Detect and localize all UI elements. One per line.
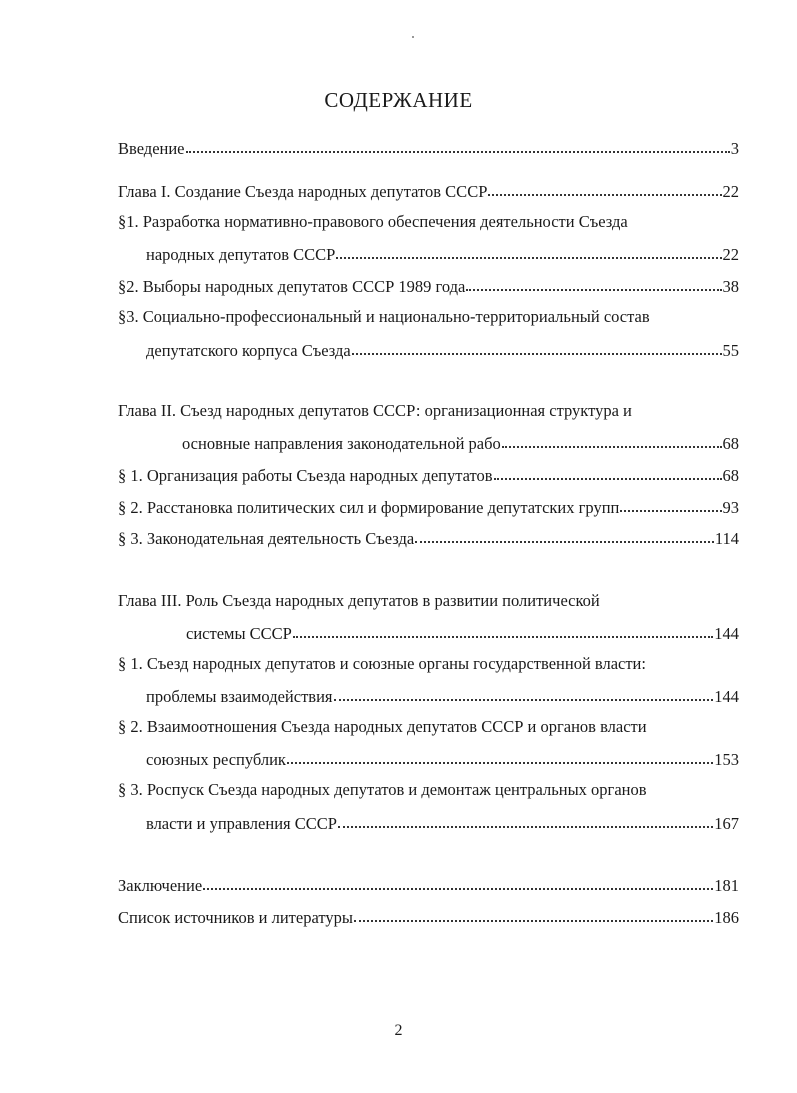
toc-page-number: 144 <box>714 687 739 706</box>
scan-speck <box>412 36 414 38</box>
leader-dots <box>287 745 713 764</box>
leader-dots <box>336 240 721 259</box>
toc-page-number: 68 <box>722 466 739 485</box>
toc-section-2-1 <box>118 462 739 486</box>
toc-entry-text: §2. Выборы народных депутатов СССР 1989 года <box>118 277 466 296</box>
toc-page-number: 114 <box>714 529 739 548</box>
toc-page-number: 181 <box>714 876 739 895</box>
toc-entry-text: проблемы взаимодействия <box>146 687 333 706</box>
toc-chapter-2-line1: Глава II. Съезд народных депутатов СССР: организационная структура и <box>118 401 632 420</box>
toc-chapter-3 <box>186 620 739 644</box>
leader-dots <box>415 524 714 543</box>
toc-entry-text: Глава I. Создание Съезда народных депутатов СССР <box>118 182 488 201</box>
toc-section-1-2 <box>118 273 739 297</box>
toc-page-number: 153 <box>714 750 739 769</box>
toc-section-3-2 <box>146 746 739 770</box>
toc-entry-intro <box>118 135 739 159</box>
leader-dots <box>334 682 714 701</box>
toc-entry-text: народных депутатов СССР <box>146 245 336 264</box>
toc-page-number: 3 <box>730 139 739 158</box>
toc-entry-text: депутатского корпуса Съезда <box>146 341 351 360</box>
leader-dots <box>203 871 713 890</box>
toc-section-1-1 <box>146 241 739 265</box>
toc-section-2-3 <box>118 525 739 549</box>
toc-section-3-1-line1: § 1. Съезд народных депутатов и союзные органы государственной власти: <box>118 654 646 673</box>
toc-entry-text: союзных республик <box>146 750 286 769</box>
toc-page-number: 144 <box>714 624 739 643</box>
toc-chapter-1 <box>118 178 739 202</box>
toc-section-3-2-line1: § 2. Взаимоотношения Съезда народных депутатов СССР и органов власти <box>118 717 647 736</box>
toc-chapter-3-line1: Глава III. Роль Съезда народных депутатов в развитии политической <box>118 591 600 610</box>
leader-dots <box>293 619 713 638</box>
leader-dots <box>338 809 713 828</box>
toc-chapter-2 <box>182 430 739 454</box>
page-number: 2 <box>394 1022 403 1039</box>
leader-dots <box>466 272 721 291</box>
toc-section-2-2 <box>118 494 739 518</box>
toc-section-3-3-line1: § 3. Роспуск Съезда народных депутатов и демонтаж центральных органов <box>118 780 647 799</box>
toc-page-number: 167 <box>714 814 739 833</box>
toc-page-number: 55 <box>722 341 739 360</box>
toc-entry-sources <box>118 904 739 928</box>
leader-dots <box>620 493 721 512</box>
toc-entry-conclusion <box>118 872 739 896</box>
leader-dots <box>494 461 722 480</box>
page-title: СОДЕРЖАНИЕ <box>324 88 473 112</box>
toc-section-1-3 <box>146 337 739 361</box>
toc-section-1-3-line1: §3. Социально-профессиональный и национально-территориальный состав <box>118 307 650 326</box>
leader-dots <box>186 134 730 153</box>
toc-page-number: 22 <box>722 245 739 264</box>
toc-entry-text: системы СССР <box>186 624 292 643</box>
toc-section-3-3 <box>146 810 739 834</box>
toc-entry-text: § 2. Расстановка политических сил и формирование депутатских групп <box>118 498 620 517</box>
toc-entry-text: основные направления законодательной рабо <box>182 434 501 453</box>
toc-section-1-1-line1: §1. Разработка нормативно-правового обеспечения деятельности Съезда <box>118 212 628 231</box>
leader-dots <box>352 336 722 355</box>
toc-entry-text: § 1. Организация работы Съезда народных депутатов <box>118 466 493 485</box>
leader-dots <box>502 429 722 448</box>
toc-entry-text: власти и управления СССР <box>146 814 337 833</box>
toc-section-3-1 <box>146 683 739 707</box>
toc-page-number: 22 <box>722 182 739 201</box>
leader-dots <box>354 903 713 922</box>
toc-entry-text: § 3. Законодательная деятельность Съезда <box>118 529 415 548</box>
toc-page-number: 93 <box>722 498 739 517</box>
toc-entry-text: Список источников и литературы <box>118 908 353 927</box>
toc-page-number: 38 <box>722 277 739 296</box>
toc-entry-text: Заключение <box>118 876 203 895</box>
leader-dots <box>488 177 721 196</box>
toc-page-number: 68 <box>722 434 739 453</box>
toc-page-number: 186 <box>714 908 739 927</box>
toc-entry-text: Введение <box>118 139 185 158</box>
